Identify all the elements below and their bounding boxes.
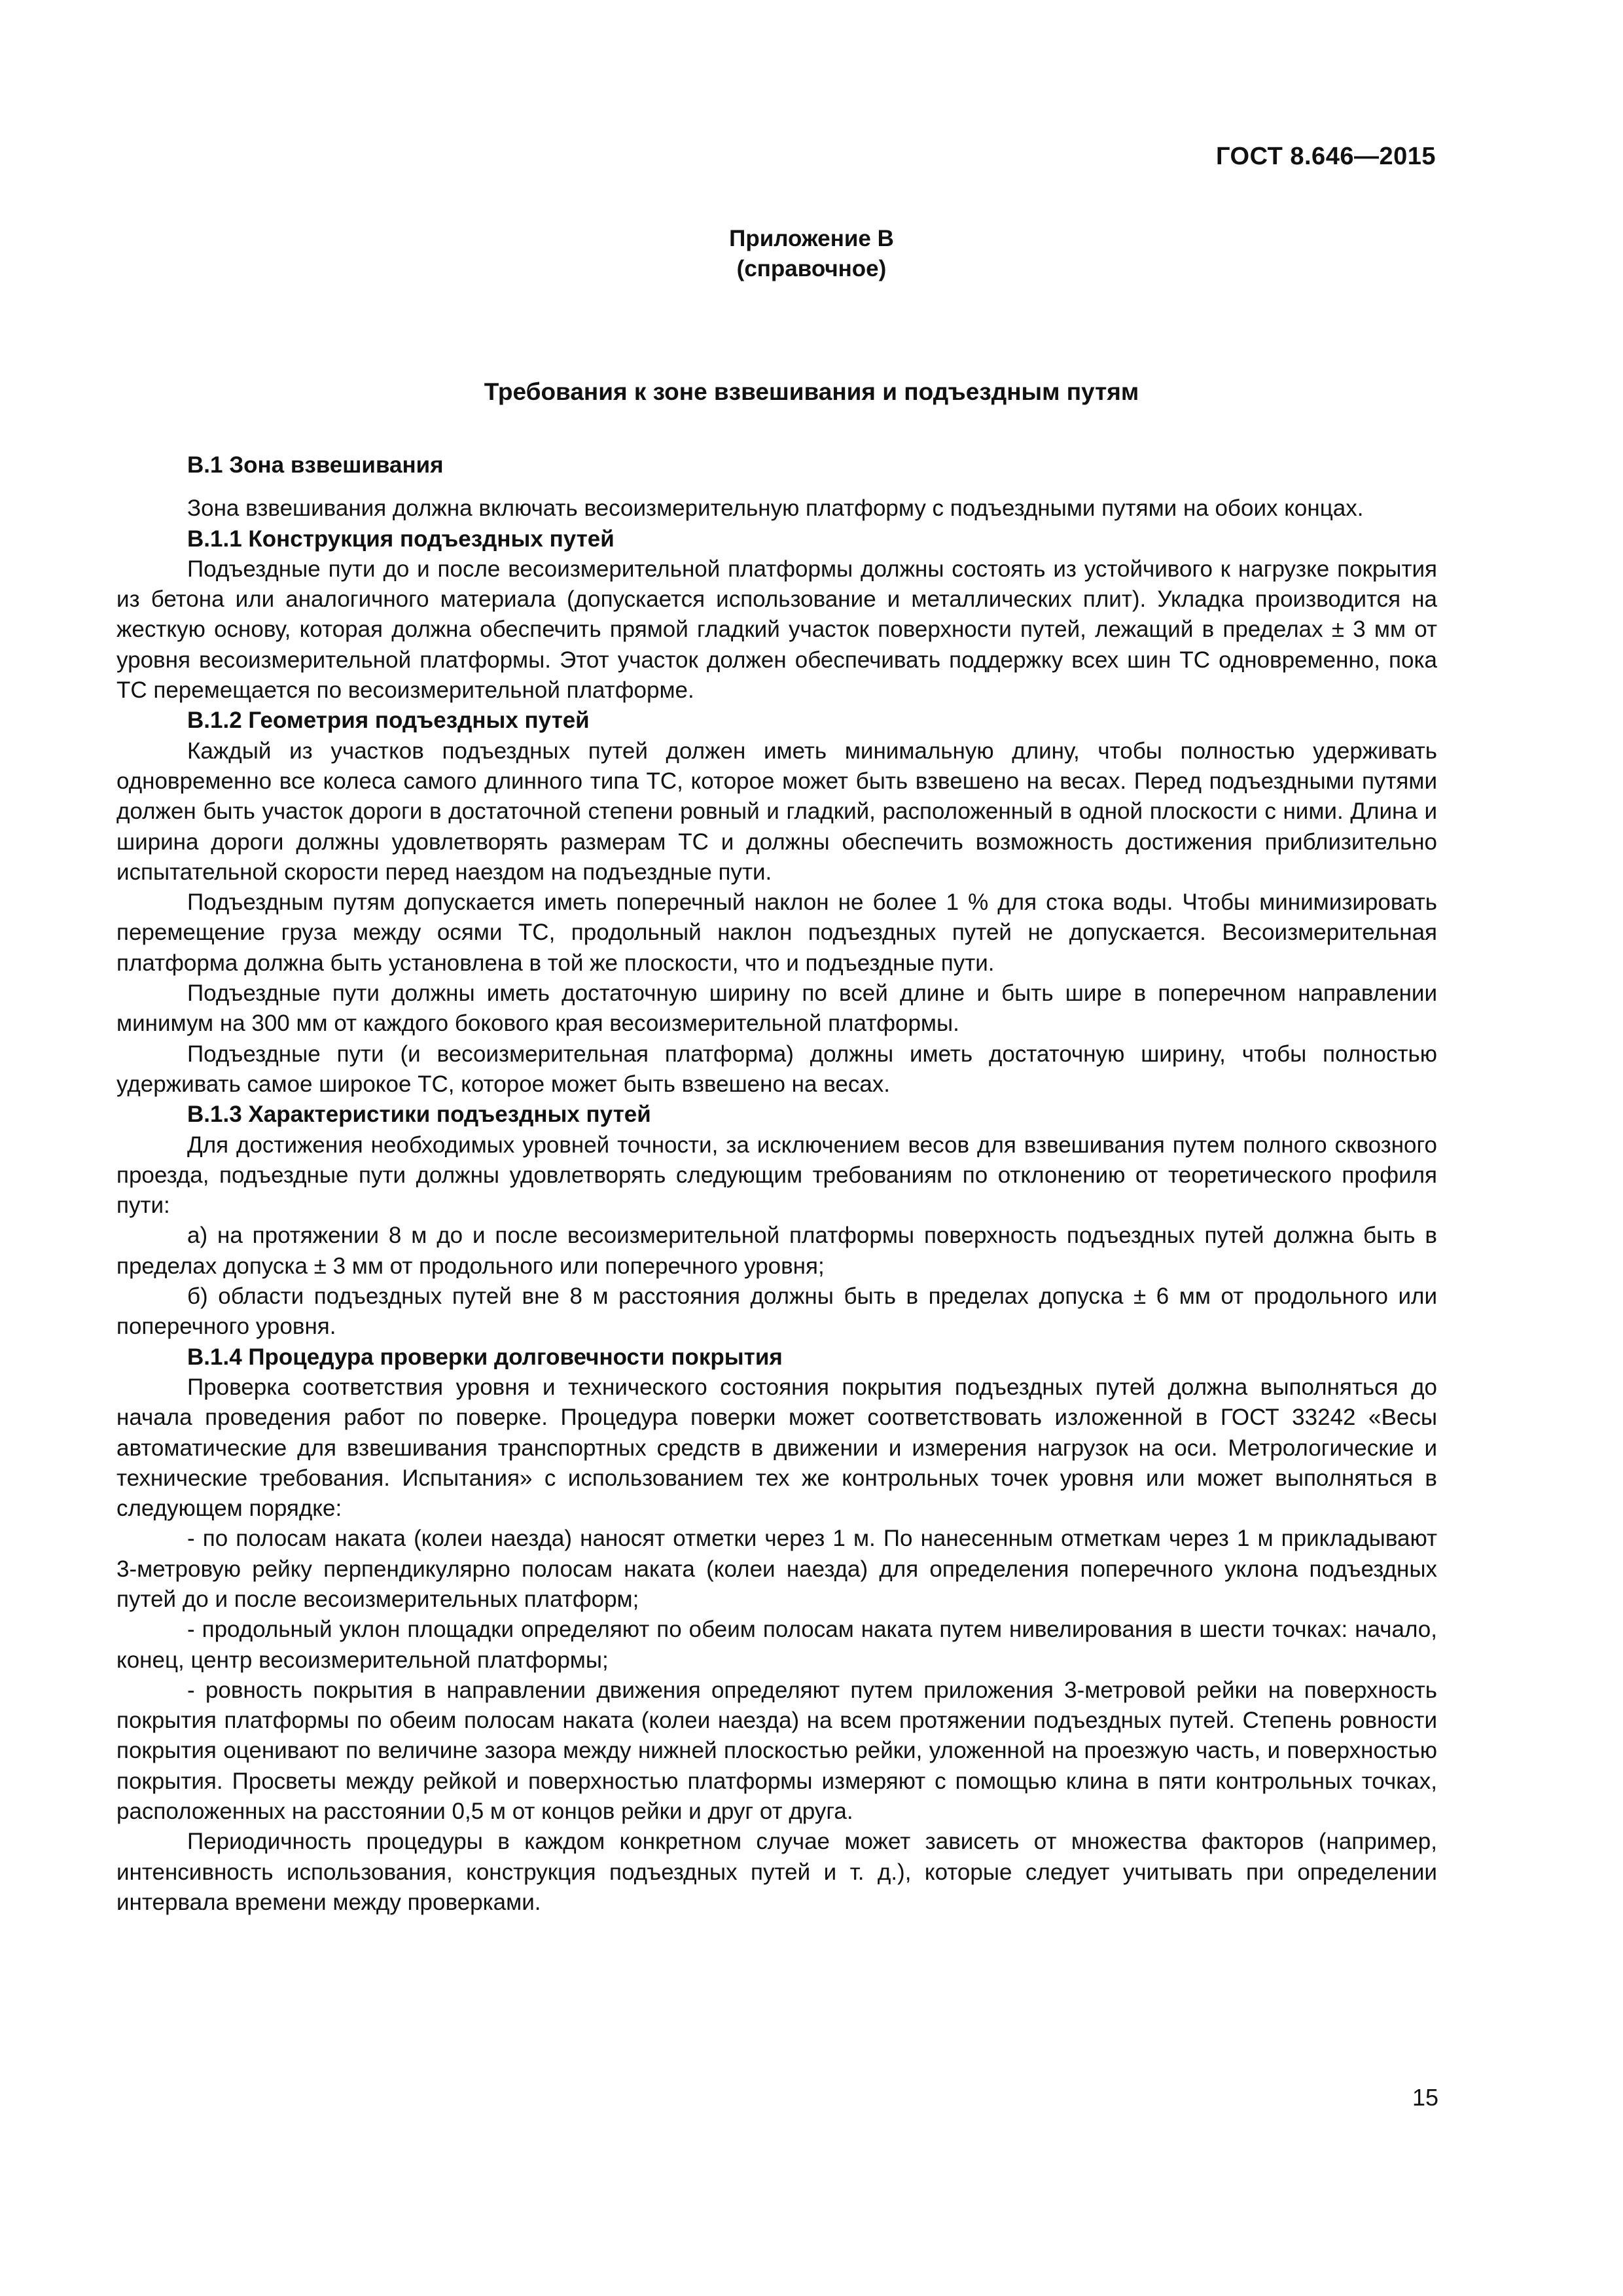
- list-item: б) области подъездных путей вне 8 м расстояния должны быть в пределах допуска ± 6 мм от продольного или поперечного уровня.: [116, 1283, 1437, 1340]
- section-heading: В.1 Зона взвешивания: [187, 452, 444, 478]
- paragraph: Подъездные пути (и весоизмерительная платформа) должны иметь достаточную ширину, чтобы полностью удерживать самое широкое ТС, которое может быть взвешено на весах.: [116, 1041, 1437, 1097]
- paragraph: Каждый из участков подъездных путей должен иметь минимальную длину, чтобы полностью удерживать одновременно все колеса самого длинного типа ТС, которое может быть взвешено на весах. Перед подъездными путями должен быть участок дороги в достаточной степени ровный и гладкий, расположенный в одной плоскости с ними. Длина и ширина дороги должны удовлетворять размерам ТС и должны обеспечить возможность достижения приблизительно испытательной скорости перед наездом на подъездные пути.: [116, 738, 1437, 885]
- appendix-subtitle: (справочное): [736, 256, 887, 281]
- subsection-heading: В.1.1 Конструкция подъездных путей: [187, 526, 615, 552]
- subsection-heading: В.1.4 Процедура проверки долговечности покрытия: [187, 1344, 783, 1370]
- subsection-heading: В.1.3 Характеристики подъездных путей: [187, 1102, 651, 1128]
- paragraph: Для достижения необходимых уровней точности, за исключением весов для взвешивания путем полного сквозного проезда, подъездные пути должны удовлетворять следующим требованиям по отклонению от теоретического профиля пути:: [116, 1132, 1437, 1219]
- list-item: - ровность покрытия в направлении движения определяют путем приложения 3-метровой рейки на поверхность покрытия платформы по обеим полосам наката (колеи наезда) на всем протяжении подъездных путей. Степень ровности покрытия оценивают по величине зазора между нижней плоскостью рейки, уложенной на проезжую часть, и поверхностью покрытия. Просветы между рейкой и поверхностью платформы измеряют с помощью клина в пяти контрольных точках, расположенных на расстоянии 0,5 м от концов рейки и друг от друга.: [116, 1677, 1437, 1825]
- page-number: 15: [1412, 2084, 1438, 2111]
- document-body: [116, 450, 1437, 1918]
- paragraph: Подъездным путям допускается иметь поперечный наклон не более 1 % для стока воды. Чтобы минимизировать перемещение груза между осями ТС, продольный наклон подъездных путей не допускается. Весоизмерительная платформа должна быть установлена в той же плоскости, что и подъездные пути.: [116, 889, 1437, 976]
- subsection-heading: В.1.2 Геометрия подъездных путей: [187, 708, 590, 734]
- list-item: а) на протяжении 8 м до и после весоизмерительной платформы поверхность подъездных путей должна быть в пределах допуска ± 3 мм от продольного или поперечного уровня;: [116, 1223, 1437, 1279]
- paragraph: Зона взвешивания должна включать весоизмерительную платформу с подъездными путями на обоих концах.: [187, 495, 1364, 522]
- standard-code: ГОСТ 8.646—2015: [1216, 143, 1436, 170]
- paragraph: Подъездные пути должны иметь достаточную ширину по всей длине и быть шире в поперечном направлении минимум на 300 мм от каждого бокового края весоизмерительной платформы.: [116, 980, 1437, 1037]
- list-item: - по полосам наката (колеи наезда) наносят отметки через 1 м. По нанесенным отметкам через 1 м прикладывают 3-метровую рейку перпендикулярно полосам наката (колеи наезда) для определения поперечного уклона подъездных путей до и после весоизмерительных платформ;: [116, 1526, 1437, 1612]
- appendix-heading: [0, 224, 1623, 284]
- paragraph: Проверка соответствия уровня и технического состояния покрытия подъездных путей должна выполняться до начала проведения работ по поверке. Процедура поверки может соответствовать изложенной в ГОСТ 33242 «Весы автоматические для взвешивания транспортных средств в движении и измерения нагрузок на оси. Метрологические и технические требования. Испытания» с использованием тех же контрольных точек уровня или может выполняться в следующем порядке:: [116, 1374, 1437, 1522]
- paragraph: Подъездные пути до и после весоизмерительной платформы должны состоять из устойчивого к нагрузке покрытия из бетона или аналогичного материала (допускается использование и металлических плит). Укладка производится на жесткую основу, которая должна обеспечить прямой гладкий участок поверхности путей, лежащий в пределах ± 3 мм от уровня весоизмерительной платформы. Этот участок должен обеспечивать поддержку всех шин ТС одновременно, пока ТС перемещается по весоизмерительной платформе.: [116, 556, 1437, 704]
- list-item: - продольный уклон площадки определяют по обеим полосам наката путем нивелирования в шести точках: начало, конец, центр весоизмерительной платформы;: [116, 1617, 1437, 1673]
- appendix-title: Приложение В: [729, 226, 894, 251]
- document-title: Требования к зоне взвешивания и подъездным путям: [484, 378, 1139, 405]
- paragraph: Периодичность процедуры в каждом конкретном случае может зависеть от множества факторов (например, интенсивность использования, конструкция подъездных путей и т. д.), которые следует учитывать при определении интервала времени между проверками.: [116, 1829, 1437, 1915]
